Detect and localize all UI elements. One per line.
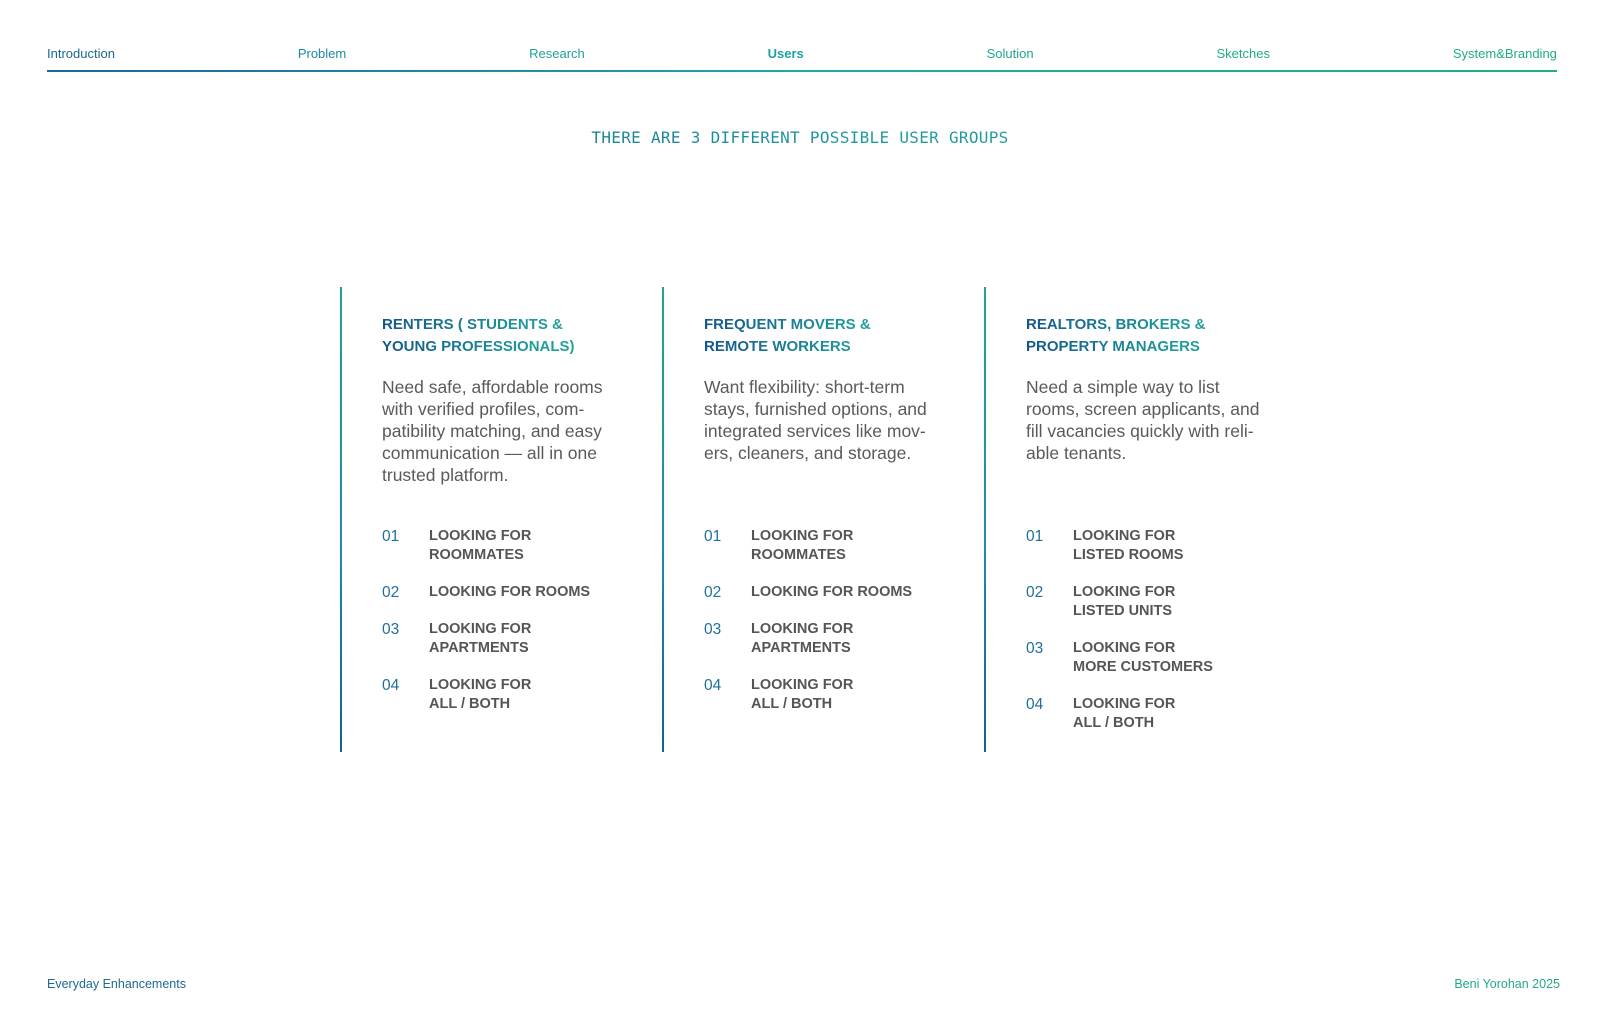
group-description: Need a simple way to list rooms, screen applicants, and fill vacancies quickly with reli- able tenants. [1026,377,1260,463]
need-label: LOOKING FOR ROOMMATES [429,528,532,563]
nav-users[interactable]: Users [767,46,804,61]
need-number: 02 [382,584,400,601]
group-title [1026,314,1296,358]
group-description: Want flexibility: short-term stays, furnished options, and integrated services like mov- ers, cleaners, and storage. [704,377,927,463]
need-item [704,676,974,714]
need-number: 01 [1026,528,1044,545]
nav-system-branding[interactable]: System&Branding [1452,46,1557,61]
need-list [704,527,974,732]
need-item [1026,527,1296,565]
need-label: LOOKING FOR ROOMS [751,584,913,600]
need-item [704,583,974,602]
group-title-line: YOUNG PROFESSIONALS) [382,336,652,358]
need-number: 02 [1026,584,1044,601]
footer-author-year: Beni Yorohan 2025 [1454,977,1560,991]
nav-divider [47,70,1557,72]
need-list [382,527,652,732]
user-group-renters [340,287,662,752]
nav-solution[interactable]: Solution [986,46,1034,61]
user-group-movers [662,287,984,752]
group-title-line: REMOTE WORKERS [704,336,974,358]
need-number: 04 [704,677,722,694]
need-label: LOOKING FOR LISTED ROOMS [1073,528,1184,563]
group-title-line: REALTORS, BROKERS & [1026,314,1296,336]
nav-problem[interactable]: Problem [297,46,347,61]
user-group-realtors [984,287,1306,752]
need-label: LOOKING FOR ALL / BOTH [429,677,532,712]
group-title-line: RENTERS ( STUDENTS & [382,314,652,336]
column-divider [662,287,664,752]
need-number: 03 [1026,640,1044,657]
need-number: 03 [382,621,400,638]
need-item [1026,639,1296,677]
column-divider [340,287,342,752]
need-number: 01 [704,528,722,545]
group-title [704,314,974,358]
need-item [382,620,652,658]
column-divider [984,287,986,752]
need-number: 01 [382,528,400,545]
need-item [1026,583,1296,621]
page-headline: THERE ARE 3 DIFFERENT POSSIBLE USER GROUPS [0,128,1600,147]
need-item [704,527,974,565]
nav-sketches[interactable]: Sketches [1216,46,1270,61]
nav-research[interactable]: Research [529,46,585,61]
nav-introduction[interactable]: Introduction [47,46,115,61]
need-number: 03 [704,621,722,638]
need-number: 02 [704,584,722,601]
group-description: Need safe, affordable rooms with verified profiles, com- patibility matching, and easy communication — all in one trusted platform. [382,377,603,485]
need-item [382,583,652,602]
need-label: LOOKING FOR MORE CUSTOMERS [1073,640,1213,675]
need-item [1026,695,1296,733]
group-title-line: PROPERTY MANAGERS [1026,336,1296,358]
need-number: 04 [1026,696,1044,713]
need-list [1026,527,1296,751]
need-label: LOOKING FOR APARTMENTS [751,621,854,656]
need-item [704,620,974,658]
need-label: LOOKING FOR ALL / BOTH [751,677,854,712]
need-label: LOOKING FOR ROOMMATES [751,528,854,563]
top-nav [47,46,1557,72]
footer-project-name: Everyday Enhancements [47,977,186,991]
need-label: LOOKING FOR ALL / BOTH [1073,696,1176,731]
need-label: LOOKING FOR APARTMENTS [429,621,532,656]
group-title-line: FREQUENT MOVERS & [704,314,974,336]
need-label: LOOKING FOR ROOMS [429,584,591,600]
need-label: LOOKING FOR LISTED UNITS [1073,584,1176,619]
need-item [382,527,652,565]
group-title [382,314,652,358]
need-item [382,676,652,714]
need-number: 04 [382,677,400,694]
